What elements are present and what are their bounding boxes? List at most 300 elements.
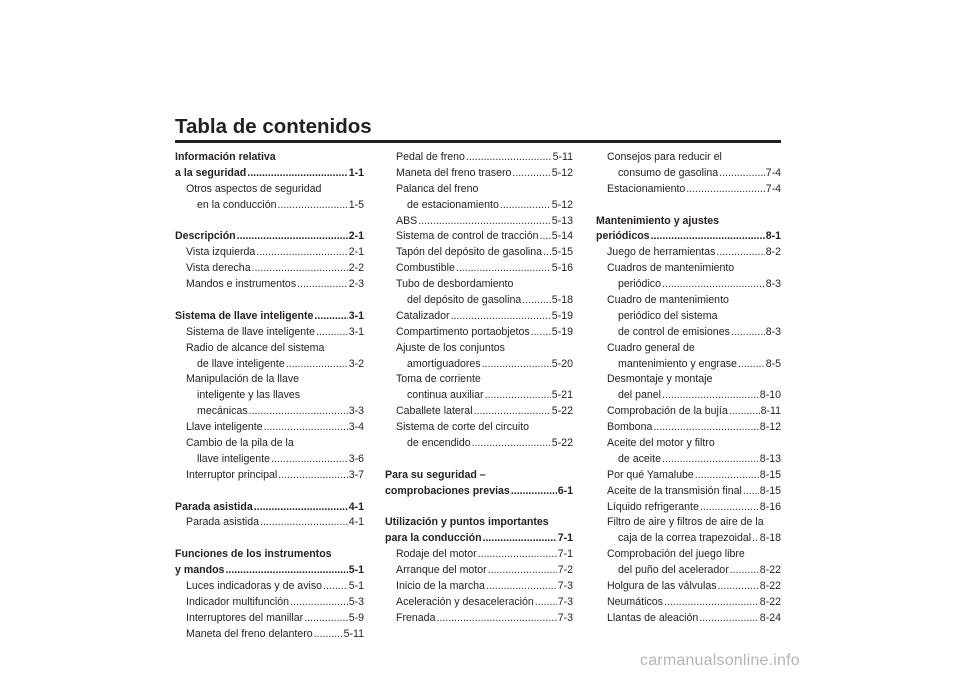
- toc-column-1: [175, 150, 364, 643]
- toc-page-number: 4-1: [348, 500, 364, 513]
- toc-page-number: 3-2: [348, 357, 364, 370]
- toc-entry-label: Interruptores del manillar: [186, 611, 304, 624]
- toc-entry-label: periódico del sistema: [618, 309, 718, 322]
- toc-entry[interactable]: [175, 357, 364, 373]
- toc-entry[interactable]: [175, 611, 364, 627]
- toc-page-number: 2-1: [348, 246, 364, 259]
- toc-page-number: 8-11: [760, 405, 781, 418]
- toc-section-entry[interactable]: [385, 468, 573, 484]
- dot-leader: [418, 214, 551, 230]
- toc-page-number: 5-9: [348, 611, 364, 624]
- toc-column-3: [596, 150, 781, 627]
- toc-page-number: 5-22: [551, 405, 573, 418]
- toc-entry-label: Descripción: [175, 230, 236, 243]
- toc-page-number: 5-1: [348, 580, 364, 593]
- title-rule: [175, 140, 781, 143]
- dot-leader: [531, 325, 551, 341]
- toc-section-entry[interactable]: [596, 214, 781, 230]
- dot-leader: [451, 309, 551, 325]
- dot-leader: [323, 579, 348, 595]
- toc-entry[interactable]: [175, 341, 364, 357]
- toc-page-number: 1-5: [348, 198, 364, 211]
- toc-entry[interactable]: [596, 452, 781, 468]
- toc-entry[interactable]: [596, 261, 781, 277]
- toc-entry-label: Ajuste de los conjuntos: [396, 341, 505, 354]
- toc-page-number: 5-11: [343, 627, 364, 640]
- toc-entry-label: Cuadros de mantenimiento: [607, 262, 735, 275]
- dot-leader: [718, 579, 759, 595]
- toc-page-number: 8-22: [759, 595, 781, 608]
- toc-page-number: 8-22: [759, 564, 781, 577]
- toc-page-number: 8-15: [759, 484, 781, 497]
- dot-leader: [466, 150, 552, 166]
- toc-entry[interactable]: [175, 182, 364, 198]
- toc-entry[interactable]: [596, 515, 781, 531]
- dot-leader: [314, 309, 347, 325]
- toc-entry-label: Arranque del motor: [396, 564, 487, 577]
- dot-leader: [456, 261, 551, 277]
- toc-page-number: 8-10: [759, 389, 781, 402]
- toc-entry-label: consumo de gasolina: [618, 166, 719, 179]
- dot-leader: [662, 452, 759, 468]
- toc-page-number: 3-1: [348, 309, 364, 322]
- toc-entry[interactable]: [596, 182, 781, 198]
- toc-page-number: 8-3: [765, 278, 781, 291]
- toc-entry-label: Cuadro de mantenimiento: [607, 294, 729, 307]
- toc-page-number: 7-3: [557, 580, 573, 593]
- toc-entry[interactable]: [385, 229, 573, 245]
- toc-entry[interactable]: [175, 245, 364, 261]
- toc-section-entry[interactable]: [175, 563, 364, 579]
- toc-page-number: 4-1: [348, 516, 364, 529]
- toc-section-entry[interactable]: [175, 309, 364, 325]
- toc-entry-label: Mandos e instrumentos: [186, 278, 297, 291]
- toc-entry-label: Combustible: [396, 262, 455, 275]
- toc-entry-label: Compartimento portaobjetos: [396, 325, 530, 338]
- toc-entry-label: de control de emisiones: [618, 325, 730, 338]
- dot-leader: [260, 515, 348, 531]
- dot-leader: [252, 261, 348, 277]
- toc-entry-label: Comprobación del juego libre: [607, 548, 745, 561]
- toc-page-number: 8-1: [765, 230, 781, 243]
- toc-entry-label: llave inteligente: [197, 452, 271, 465]
- toc-entry-label: para la conducción: [385, 532, 482, 545]
- toc-entry[interactable]: [175, 420, 364, 436]
- dot-leader: [482, 357, 551, 373]
- toc-entry-label: Aceite de la transmisión final: [607, 484, 742, 497]
- toc-entry[interactable]: [175, 579, 364, 595]
- toc-page-number: 5-22: [551, 437, 573, 450]
- toc-section-entry[interactable]: [385, 531, 573, 547]
- toc-section-entry[interactable]: [596, 229, 781, 245]
- toc-entry-label: Juego de herramientas: [607, 246, 716, 259]
- toc-page-number: 3-3: [348, 405, 364, 418]
- dot-leader: [700, 500, 759, 516]
- toc-entry-label: del puño del acelerador: [618, 564, 729, 577]
- toc-entry[interactable]: [596, 484, 781, 500]
- toc-entry[interactable]: [596, 277, 781, 293]
- dot-leader: [290, 595, 348, 611]
- toc-entry[interactable]: [596, 436, 781, 452]
- toc-entry[interactable]: [175, 404, 364, 420]
- toc-page-number: 5-19: [551, 309, 573, 322]
- toc-entry-label: Llave inteligente: [186, 421, 263, 434]
- toc-spacer: [596, 198, 781, 214]
- toc-entry-label: Caballete lateral: [396, 405, 473, 418]
- toc-entry-label: de aceite: [618, 452, 661, 465]
- toc-page-number: 7-4: [765, 182, 781, 195]
- toc-entry[interactable]: [385, 150, 573, 166]
- toc-page-number: 1-1: [348, 166, 364, 179]
- toc-page-number: 5-19: [551, 325, 573, 338]
- dot-leader: [304, 611, 348, 627]
- toc-entry-label: Sistema de control de tracción: [396, 230, 539, 243]
- toc-entry-label: Maneta del freno trasero: [396, 166, 512, 179]
- toc-entry-label: Mantenimiento y ajustes: [596, 214, 720, 227]
- toc-entry[interactable]: [385, 436, 573, 452]
- toc-entry-label: Holgura de las válvulas: [607, 580, 717, 593]
- toc-entry-label: Consejos para reducir el: [607, 151, 722, 163]
- toc-page-number: 5-3: [348, 595, 364, 608]
- toc-page-number: 5-16: [551, 262, 573, 275]
- toc-entry-label: Inicio de la marcha: [396, 580, 485, 593]
- toc-entry-label: caja de la correa trapezoidal: [618, 532, 752, 545]
- toc-entry[interactable]: [175, 627, 364, 643]
- toc-page-number: 8-24: [759, 611, 781, 624]
- toc-entry[interactable]: [175, 325, 364, 341]
- toc-spacer: [175, 531, 364, 547]
- toc-spacer: [175, 214, 364, 230]
- dot-leader: [225, 563, 347, 579]
- toc-page-number: 5-11: [552, 151, 573, 163]
- toc-entry-label: Catalizador: [396, 309, 450, 322]
- toc-entry-label: Neumáticos: [607, 595, 663, 608]
- toc-entry-label: Tapón del depósito de gasolina: [396, 246, 543, 259]
- toc-entry-label: Toma de corriente: [396, 373, 481, 386]
- toc-entry[interactable]: [385, 198, 573, 214]
- toc-entry[interactable]: [175, 436, 364, 452]
- toc-page-number: 5-13: [551, 214, 573, 227]
- toc-entry-label: a la seguridad: [175, 166, 247, 179]
- toc-page-number: 8-12: [759, 421, 781, 434]
- toc-entry-label: Rodaje del motor: [396, 548, 477, 561]
- toc-page-number: 3-6: [348, 452, 364, 465]
- dot-leader: [738, 357, 765, 373]
- dot-leader: [278, 468, 347, 484]
- dot-leader: [729, 404, 760, 420]
- toc-page-number: 2-2: [348, 262, 364, 275]
- page-title: Tabla de contenidos: [175, 115, 372, 138]
- dot-leader: [485, 388, 551, 404]
- toc-entry[interactable]: [596, 563, 781, 579]
- toc-page-number: 5-15: [551, 246, 573, 259]
- toc-entry-label: Información relativa: [175, 151, 276, 163]
- toc-page-number: 8-13: [759, 452, 781, 465]
- toc-entry[interactable]: [385, 404, 573, 420]
- toc-entry[interactable]: [175, 372, 364, 388]
- dot-leader: [695, 468, 759, 484]
- toc-section-entry[interactable]: [175, 150, 364, 166]
- toc-entry[interactable]: [175, 468, 364, 484]
- toc-entry[interactable]: [596, 595, 781, 611]
- toc-page-number: 7-3: [557, 611, 573, 624]
- toc-entry[interactable]: [385, 357, 573, 373]
- dot-leader: [543, 245, 551, 261]
- toc-page-number: 3-7: [348, 468, 364, 481]
- toc-page-number: 5-20: [551, 357, 573, 370]
- toc-entry[interactable]: [385, 309, 573, 325]
- toc-page-number: 8-22: [759, 580, 781, 593]
- toc-entry-label: de encendido: [407, 437, 471, 450]
- toc-page-number: 7-1: [557, 548, 573, 561]
- toc-entry[interactable]: [175, 515, 364, 531]
- toc-page-number: 8-18: [759, 532, 781, 545]
- toc-entry-label: inteligente y las llaves: [197, 389, 301, 402]
- toc-entry-label: Por qué Yamalube: [607, 468, 694, 481]
- toc-entry[interactable]: [385, 277, 573, 293]
- toc-entry[interactable]: [385, 595, 573, 611]
- toc-spacer: [385, 500, 573, 516]
- toc-page-number: 8-5: [765, 357, 781, 370]
- dot-leader: [472, 436, 551, 452]
- toc-entry-label: periódicos: [596, 230, 650, 243]
- toc-entry[interactable]: [596, 325, 781, 341]
- toc-page-number: 2-1: [348, 230, 364, 243]
- toc-entry-label: Aceleración y desaceleración: [396, 595, 534, 608]
- toc-page-number: 5-1: [348, 564, 364, 577]
- toc-entry[interactable]: [385, 372, 573, 388]
- toc-entry-label: Pedal de freno: [396, 151, 465, 163]
- dot-leader: [719, 166, 765, 182]
- toc-entry[interactable]: [596, 150, 781, 166]
- toc-page-number: 5-12: [551, 198, 573, 211]
- dot-leader: [247, 166, 347, 182]
- toc-entry-label: Líquido refrigerante: [607, 500, 699, 513]
- toc-page-number: 5-12: [551, 166, 573, 179]
- dot-leader: [486, 579, 557, 595]
- toc-entry-label: Sistema de llave inteligente: [186, 325, 315, 338]
- toc-entry[interactable]: [385, 245, 573, 261]
- toc-page-number: 5-21: [551, 389, 573, 402]
- dot-leader: [237, 229, 348, 245]
- toc-entry[interactable]: [385, 214, 573, 230]
- toc-page-number: 5-18: [551, 294, 573, 307]
- toc-entry[interactable]: [385, 579, 573, 595]
- toc-entry-label: Desmontaje y montaje: [607, 373, 713, 386]
- toc-page-number: 7-1: [557, 532, 573, 545]
- toc-entry-label: ABS: [396, 214, 418, 227]
- dot-leader: [488, 563, 557, 579]
- toc-entry-label: del panel: [618, 389, 662, 402]
- toc-entry-label: Funciones de los instrumentos: [175, 548, 332, 561]
- toc-page-number: 7-2: [557, 564, 573, 577]
- dot-leader: [512, 166, 550, 182]
- toc-entry-label: Cuadro general de: [607, 341, 695, 354]
- toc-entry[interactable]: [175, 388, 364, 404]
- toc-entry-label: Vista izquierda: [186, 246, 256, 259]
- dot-leader: [716, 245, 764, 261]
- toc-entry-label: mecánicas: [197, 405, 248, 418]
- toc-entry-label: Palanca del freno: [396, 182, 479, 195]
- toc-page-number: 7-3: [557, 595, 573, 608]
- toc-section-entry[interactable]: [175, 166, 364, 182]
- toc-entry-label: de llave inteligente: [197, 357, 285, 370]
- toc-entry[interactable]: [385, 166, 573, 182]
- dot-leader: [664, 595, 759, 611]
- toc-entry[interactable]: [385, 341, 573, 357]
- dot-leader: [730, 563, 759, 579]
- dot-leader: [478, 547, 557, 563]
- toc-page-number: 3-1: [348, 325, 364, 338]
- toc-entry[interactable]: [596, 420, 781, 436]
- toc-entry[interactable]: [596, 166, 781, 182]
- toc-spacer: [385, 452, 573, 468]
- toc-entry-label: Maneta del freno delantero: [186, 627, 313, 640]
- toc-entry-label: Comprobación de la bujía: [607, 405, 728, 418]
- toc-entry[interactable]: [596, 611, 781, 627]
- toc-entry-label: Sistema de corte del circuito: [396, 421, 530, 434]
- toc-entry[interactable]: [175, 198, 364, 214]
- dot-leader: [699, 611, 759, 627]
- dot-leader: [249, 404, 348, 420]
- toc-entry-label: Tubo de desbordamiento: [396, 278, 514, 291]
- toc-entry[interactable]: [596, 468, 781, 484]
- dot-leader: [316, 325, 348, 341]
- toc-entry[interactable]: [385, 325, 573, 341]
- toc-entry-label: Parada asistida: [175, 500, 253, 513]
- dot-leader: [256, 245, 347, 261]
- toc-entry-label: Bombona: [607, 421, 653, 434]
- toc-entry[interactable]: [596, 531, 781, 547]
- dot-leader: [651, 229, 765, 245]
- dot-leader: [286, 357, 348, 373]
- toc-entry[interactable]: [175, 261, 364, 277]
- dot-leader: [264, 420, 348, 436]
- toc-entry[interactable]: [385, 547, 573, 563]
- dot-leader: [314, 627, 343, 643]
- toc-entry[interactable]: [596, 579, 781, 595]
- toc-entry[interactable]: [385, 293, 573, 309]
- toc-entry-label: Parada asistida: [186, 516, 260, 529]
- toc-entry[interactable]: [596, 500, 781, 516]
- dot-leader: [474, 404, 551, 420]
- dot-leader: [511, 484, 557, 500]
- toc-entry[interactable]: [596, 404, 781, 420]
- toc-entry[interactable]: [596, 341, 781, 357]
- toc-column-2: [385, 150, 573, 627]
- dot-leader: [436, 611, 556, 627]
- toc-entry[interactable]: [175, 452, 364, 468]
- dot-leader: [483, 531, 557, 547]
- dot-leader: [254, 500, 348, 516]
- toc-entry-label: Filtro de aire y filtros de aire de la: [607, 516, 764, 529]
- toc-entry-label: Para su seguridad –: [385, 468, 486, 481]
- toc-entry-label: Interruptor principal: [186, 468, 278, 481]
- toc-entry-label: de estacionamiento: [407, 198, 499, 211]
- toc-page-number: 8-15: [759, 468, 781, 481]
- toc-entry-label: Indicador multifunción: [186, 595, 290, 608]
- toc-entry-label: periódico: [618, 278, 661, 291]
- toc-entry-label: comprobaciones previas: [385, 484, 510, 497]
- toc-entry[interactable]: [385, 420, 573, 436]
- toc-page-number: 5-14: [551, 230, 573, 243]
- toc-entry-label: Sistema de llave inteligente: [175, 309, 314, 322]
- toc-entry-label: Otros aspectos de seguridad: [186, 182, 322, 195]
- dot-leader: [500, 198, 551, 214]
- toc-entry[interactable]: [596, 293, 781, 309]
- dot-leader: [686, 182, 764, 198]
- toc-section-entry[interactable]: [385, 484, 573, 500]
- toc-entry[interactable]: [385, 388, 573, 404]
- toc-entry[interactable]: [596, 547, 781, 563]
- toc-entry[interactable]: [596, 357, 781, 373]
- dot-leader: [297, 277, 348, 293]
- dot-leader: [540, 229, 551, 245]
- toc-entry[interactable]: [596, 388, 781, 404]
- toc-section-entry[interactable]: [385, 515, 573, 531]
- toc-entry-label: amortiguadores: [407, 357, 481, 370]
- dot-leader: [278, 198, 348, 214]
- toc-entry-label: continua auxiliar: [407, 389, 484, 402]
- toc-page-number: 7-4: [765, 166, 781, 179]
- toc-entry-label: Radio de alcance del sistema: [186, 341, 325, 354]
- dot-leader: [662, 277, 765, 293]
- toc-entry-label: Aceite del motor y filtro: [607, 437, 715, 450]
- toc-page-number: 6-1: [557, 484, 573, 497]
- watermark: carmanualsonline.info: [640, 652, 800, 669]
- toc-entry-label: mantenimiento y engrase: [618, 357, 737, 370]
- toc-entry-label: Estacionamiento: [607, 182, 686, 195]
- toc-entry-label: Cambio de la pila de la: [186, 437, 294, 450]
- toc-entry[interactable]: [385, 261, 573, 277]
- toc-entry[interactable]: [596, 309, 781, 325]
- toc-page-number: 8-2: [765, 246, 781, 259]
- dot-leader: [653, 420, 758, 436]
- toc-spacer: [175, 293, 364, 309]
- toc-entry[interactable]: [385, 611, 573, 627]
- dot-leader: [662, 388, 759, 404]
- toc-entry-label: Vista derecha: [186, 262, 251, 275]
- toc-entry[interactable]: [385, 182, 573, 198]
- toc-entry[interactable]: [175, 595, 364, 611]
- dot-leader: [271, 452, 348, 468]
- toc-section-entry[interactable]: [175, 547, 364, 563]
- toc-entry-label: en la conducción: [197, 198, 277, 211]
- toc-entry-label: Luces indicadoras y de aviso: [186, 580, 323, 593]
- toc-entry[interactable]: [385, 563, 573, 579]
- toc-spacer: [175, 484, 364, 500]
- dot-leader: [752, 531, 759, 547]
- toc-entry-label: Frenada: [396, 611, 436, 624]
- toc-entry-label: Llantas de aleación: [607, 611, 699, 624]
- toc-section-entry[interactable]: [175, 500, 364, 516]
- dot-leader: [731, 325, 765, 341]
- toc-section-entry[interactable]: [175, 229, 364, 245]
- toc-entry-label: y mandos: [175, 564, 225, 577]
- toc-page-number: 8-3: [765, 325, 781, 338]
- toc-entry[interactable]: [596, 245, 781, 261]
- dot-leader: [522, 293, 551, 309]
- toc-entry-label: Utilización y puntos importantes: [385, 516, 549, 529]
- toc-entry[interactable]: [596, 372, 781, 388]
- dot-leader: [535, 595, 557, 611]
- dot-leader: [743, 484, 759, 500]
- toc-entry[interactable]: [175, 277, 364, 293]
- toc-entry-label: del depósito de gasolina: [407, 294, 522, 307]
- toc-page-number: 3-4: [348, 421, 364, 434]
- toc-entry-label: Manipulación de la llave: [186, 373, 300, 386]
- toc-page-number: 8-16: [759, 500, 781, 513]
